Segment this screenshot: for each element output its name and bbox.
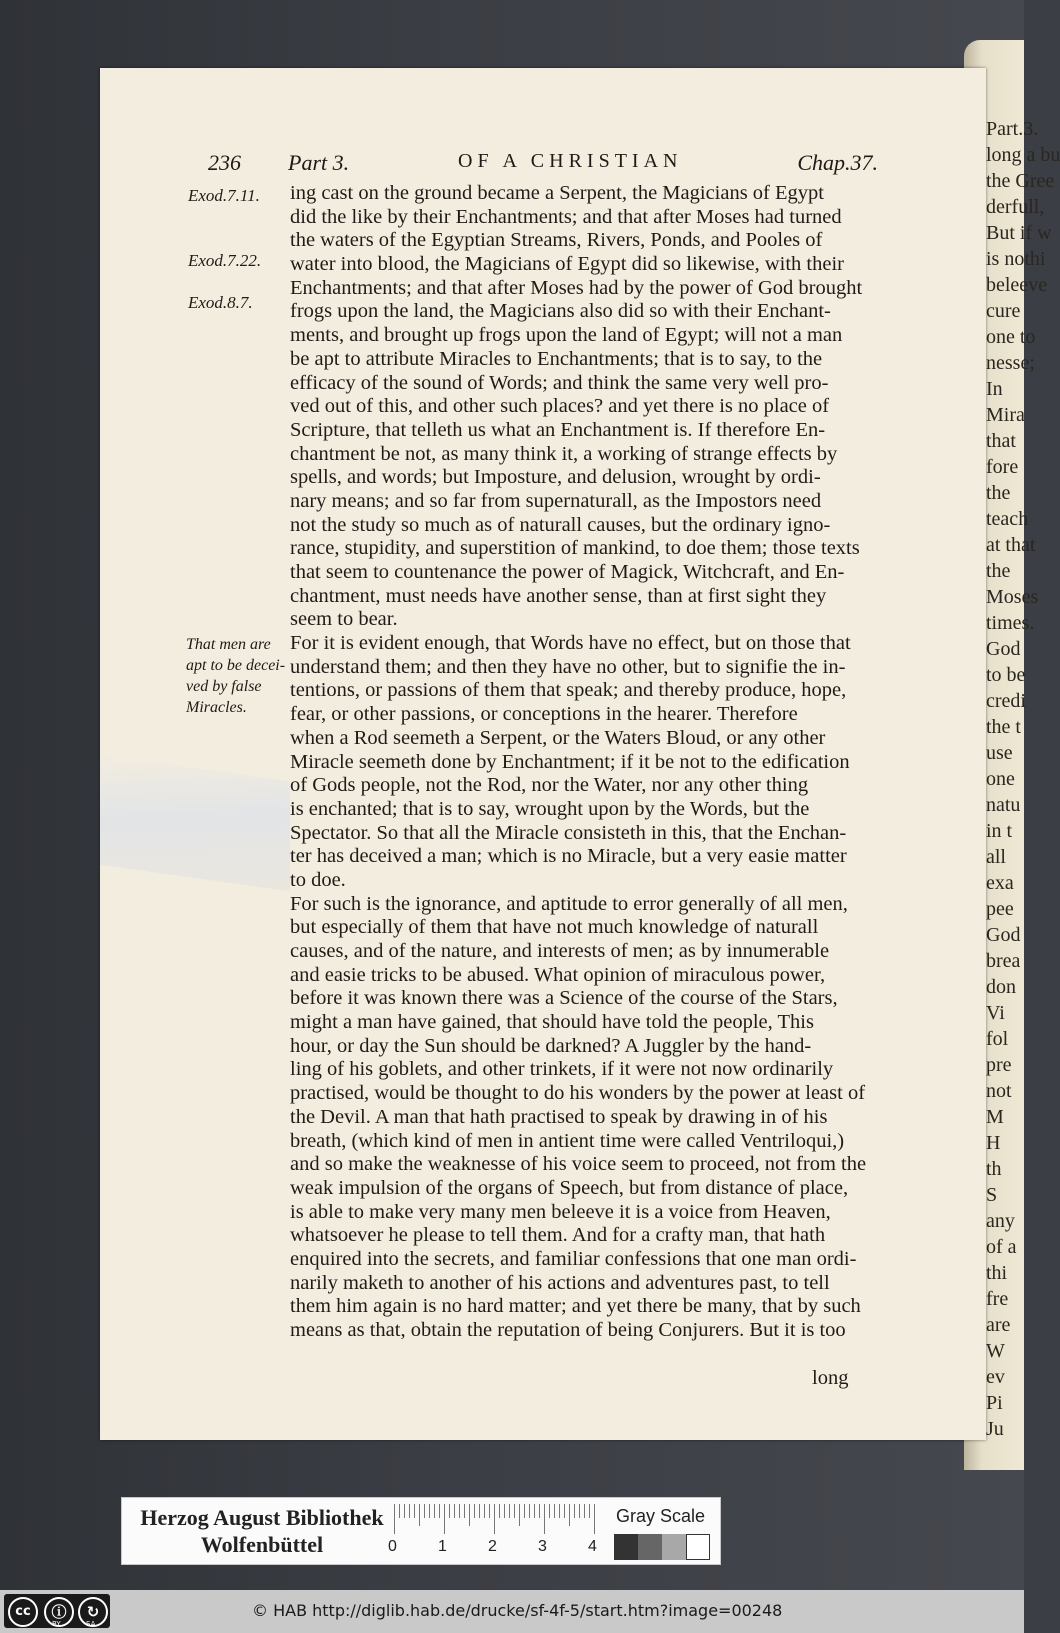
text-line: Miracle seemeth done by Enchantment; if it be not to the edification bbox=[290, 750, 850, 773]
ruler-tick bbox=[414, 1504, 415, 1518]
next-page-fragment: in t bbox=[986, 820, 1013, 842]
text-line: the waters of the Egyptian Streams, Rivers, Ponds, and Pooles of bbox=[290, 229, 823, 252]
ruler-tick bbox=[524, 1504, 525, 1518]
next-page-fragment: that bbox=[986, 430, 1016, 452]
text-line: For it is evident enough, that Words have no effect, but on those that bbox=[290, 632, 851, 655]
next-page-fragment: brea bbox=[986, 950, 1021, 972]
next-page-fragment: at that bbox=[986, 534, 1036, 556]
ruler-tick bbox=[404, 1504, 405, 1518]
margin-reference: Exod.8.7. bbox=[188, 293, 253, 312]
gray-swatch bbox=[614, 1534, 638, 1560]
text-line: For such is the ignorance, and aptitude to error generally of all men, bbox=[290, 892, 848, 915]
ruler-tick bbox=[494, 1504, 495, 1534]
text-line: ter has deceived a man; which is no Miracle, but a very easie matter bbox=[290, 845, 847, 868]
text-line: causes, and of the nature, and interests of men; as by innumerable bbox=[290, 940, 830, 962]
text-line: of Gods people, not the Rod, nor the Water, nor any other thing bbox=[290, 774, 809, 797]
ruler-tick bbox=[499, 1504, 500, 1518]
library-name bbox=[136, 1504, 388, 1558]
ruler-tick bbox=[419, 1504, 420, 1526]
ruler-tick bbox=[474, 1504, 475, 1518]
ruler-number: 0 bbox=[388, 1538, 397, 1555]
next-page-fragment: the Gree bbox=[986, 170, 1055, 192]
cc-license-badge[interactable] bbox=[4, 1594, 110, 1628]
side-note-line: apt to be decei- bbox=[186, 657, 286, 674]
next-page-fragment: all bbox=[986, 846, 1006, 868]
by-label: BY bbox=[52, 1620, 61, 1628]
running-header bbox=[208, 150, 878, 180]
ruler-tick bbox=[509, 1504, 510, 1518]
ruler-tick bbox=[519, 1504, 520, 1526]
gray-swatch bbox=[662, 1534, 686, 1560]
text-line: chantment, must needs have another sense, than at first sight they bbox=[290, 584, 827, 607]
ruler-tick bbox=[584, 1504, 585, 1518]
text-line: is enchanted; that is to say, wrought upon by the Words, but the bbox=[290, 797, 810, 820]
text-line: and easie tricks to be abused. What opinion of miraculous power, bbox=[290, 963, 826, 986]
next-page-fragment: natu bbox=[986, 794, 1021, 816]
next-page-fragment: God bbox=[986, 924, 1021, 946]
next-page-fragment: W bbox=[986, 1340, 1005, 1362]
ruler-tick bbox=[569, 1504, 570, 1526]
gray-swatch bbox=[686, 1534, 710, 1560]
next-page-fragment: cure bbox=[986, 300, 1021, 322]
text-line: seem to bear. bbox=[290, 608, 398, 631]
text-line: breath, (which kind of men in antient time were called Ventriloqui,) bbox=[290, 1129, 845, 1152]
ruler-tick bbox=[459, 1504, 460, 1518]
next-page-fragment: times. bbox=[986, 612, 1035, 634]
ruler-tick bbox=[549, 1504, 550, 1518]
next-page-fragment: M bbox=[986, 1106, 1004, 1128]
body-text bbox=[290, 182, 875, 1343]
side-note bbox=[186, 634, 285, 718]
next-page-fragment: of a bbox=[986, 1236, 1017, 1258]
part-label: Part 3. bbox=[288, 150, 350, 175]
next-page-fragment: Ju bbox=[986, 1418, 1004, 1440]
ruler-tick bbox=[444, 1504, 445, 1534]
next-page-fragment: thi bbox=[986, 1262, 1008, 1284]
next-page-fragment: credi bbox=[986, 690, 1026, 712]
text-line: enquired into the secrets, and familiar confessions that one man ordi- bbox=[290, 1247, 857, 1270]
ruler-tick bbox=[544, 1504, 545, 1534]
library-name-line2: Wolfenbüttel bbox=[200, 1532, 324, 1557]
text-line: Spectator. So that all the Miracle consisteth in this, that the Enchan- bbox=[290, 821, 847, 844]
ruler-tick bbox=[559, 1504, 560, 1518]
text-line: ing cast on the ground became a Serpent, the Magicians of Egypt bbox=[290, 182, 824, 204]
ruler-tick bbox=[399, 1504, 400, 1518]
ruler-tick bbox=[504, 1504, 505, 1518]
text-line: frogs upon the land, the Magicians also did so with their Enchant- bbox=[290, 300, 831, 323]
next-page-fragment: th bbox=[986, 1158, 1002, 1180]
next-page-fragment: Part.3. bbox=[986, 118, 1039, 140]
ruler-scale bbox=[394, 1502, 594, 1542]
margin-reference: Exod.7.22. bbox=[188, 251, 262, 270]
gray-swatch bbox=[638, 1534, 662, 1560]
text-line: rance, stupidity, and superstition of mankind, to doe them; those texts bbox=[290, 537, 860, 560]
next-page-fragment: beleeve bbox=[986, 274, 1048, 296]
text-line: spells, and words; but Imposture, and delusion, wrought by ordi- bbox=[290, 466, 821, 489]
ruler-tick bbox=[479, 1504, 480, 1518]
ruler-tick bbox=[469, 1504, 470, 1526]
next-page-fragment: exa bbox=[986, 872, 1014, 894]
next-page-fragment: fore bbox=[986, 456, 1019, 478]
ruler-tick bbox=[534, 1504, 535, 1518]
ruler-tick bbox=[409, 1504, 410, 1518]
ruler-tick bbox=[579, 1504, 580, 1518]
text-line: Scripture, that telleth us what an Enchantment is. If therefore En- bbox=[290, 418, 826, 441]
next-page-fragment: In bbox=[986, 378, 1003, 400]
gray-scale-label: Gray Scale bbox=[616, 1506, 706, 1526]
side-note-line: That men are bbox=[186, 636, 271, 653]
share-alike-icon: ↻ bbox=[78, 1597, 108, 1627]
side-note-line: Miracles. bbox=[186, 699, 247, 716]
text-line: hour, or day the Sun should be darkned? A Juggler by the hand- bbox=[290, 1034, 812, 1057]
text-line: them him again is no hard matter; and yet there be many, that by such bbox=[290, 1295, 861, 1318]
next-page-fragment: derfull, bbox=[986, 196, 1045, 218]
ruler-tick bbox=[454, 1504, 455, 1518]
chapter-label: Chap.37. bbox=[797, 150, 878, 175]
ruler-number: 3 bbox=[538, 1538, 547, 1555]
ruler-tick bbox=[449, 1504, 450, 1518]
next-page-fragment: Mira bbox=[986, 404, 1025, 426]
running-title: OF A CHRISTIAN bbox=[458, 150, 683, 172]
next-page-fragment: use bbox=[986, 742, 1013, 764]
next-page-fragment: the bbox=[986, 560, 1011, 582]
text-line: tentions, or passions of them that speak; and thereby produce, hope, bbox=[290, 679, 847, 702]
glass-reflection bbox=[100, 755, 290, 892]
text-line: when a Rod seemeth a Serpent, or the Waters Bloud, or any other bbox=[290, 726, 826, 749]
page-number: 236 bbox=[208, 150, 241, 175]
text-line: fear, or other passions, or conceptions in the hearer. Therefore bbox=[290, 703, 798, 726]
text-line: the Devil. A man that hath practised to speak by drawing in of his bbox=[290, 1105, 828, 1128]
text-line: but especially of them that have not much knowledge of naturall bbox=[290, 916, 819, 939]
text-line: is able to make very many men beleeve it is a voice from Heaven, bbox=[290, 1200, 831, 1223]
next-page-fragment: one to bbox=[986, 326, 1036, 348]
ruler-number: 2 bbox=[488, 1538, 497, 1555]
next-page-fragment: Pi bbox=[986, 1392, 1003, 1414]
ruler-tick bbox=[434, 1504, 435, 1518]
ruler-tick bbox=[489, 1504, 490, 1518]
ruler-tick bbox=[554, 1504, 555, 1518]
ruler-tick bbox=[589, 1504, 590, 1518]
ruler-tick bbox=[429, 1504, 430, 1518]
catchword: long bbox=[812, 1367, 849, 1389]
next-page-fragment: fol bbox=[986, 1028, 1009, 1050]
next-page-fragment: H bbox=[986, 1132, 1001, 1154]
next-page-fragment: the t bbox=[986, 716, 1021, 738]
ruler-number: 4 bbox=[588, 1538, 597, 1555]
text-line: that seem to countenance the power of Magick, Witchcraft, and En- bbox=[290, 561, 845, 583]
next-page-fragment: S bbox=[986, 1184, 998, 1206]
ruler-tick bbox=[394, 1504, 395, 1534]
text-line: did the like by their Enchantments; and that after Moses had turned bbox=[290, 205, 842, 228]
next-page-fragment: Vi bbox=[986, 1002, 1005, 1024]
text-line: might a man have gained, that should have told the people, This bbox=[290, 1011, 814, 1034]
text-line: ling of his goblets, and other trinkets, if it were not now ordinarily bbox=[290, 1058, 834, 1081]
next-page-fragment: one bbox=[986, 768, 1015, 790]
text-line: chantment be not, as many think it, a working of strange effects by bbox=[290, 442, 838, 465]
margin-reference: Exod.7.11. bbox=[188, 186, 260, 205]
next-page-fragment: nesse; bbox=[986, 352, 1035, 374]
ruler-tick bbox=[514, 1504, 515, 1518]
text-line: ved out of this, and other such places? and yet there is no place of bbox=[290, 395, 830, 418]
text-line: understand them; and then they have no other, but to signifie the in- bbox=[290, 655, 846, 678]
sa-label: SA bbox=[86, 1620, 96, 1628]
attribution-icon: ⓘ bbox=[44, 1597, 74, 1627]
text-line: Enchantments; and that after Moses had by the power of God brought bbox=[290, 276, 863, 299]
next-page-fragment: long a bu bbox=[986, 144, 1060, 166]
ruler-tick bbox=[539, 1504, 540, 1518]
library-logo-card bbox=[121, 1497, 721, 1565]
next-page-fragment: But if w bbox=[986, 222, 1052, 244]
next-page-fragment: ev bbox=[986, 1366, 1005, 1388]
text-line: before it was known there was a Science of the course of the Stars, bbox=[290, 987, 838, 1010]
text-line: water into blood, the Magicians of Egypt did so likewise, with their bbox=[290, 253, 844, 276]
text-line: practised, would be thought to do his wonders by the power at least of bbox=[290, 1082, 866, 1105]
next-page-fragment: teach bbox=[986, 508, 1029, 530]
library-name-line1: Herzog August Bibliothek bbox=[140, 1505, 384, 1530]
next-page-fragment: don bbox=[986, 976, 1016, 998]
next-page-fragment: pee bbox=[986, 898, 1014, 920]
next-page-fragment: are bbox=[986, 1314, 1011, 1336]
ruler-tick bbox=[594, 1504, 595, 1534]
ruler-tick bbox=[424, 1504, 425, 1518]
ruler-tick bbox=[529, 1504, 530, 1518]
text-line: to doe. bbox=[290, 868, 346, 891]
side-note-line: ved by false bbox=[186, 678, 262, 695]
text-line: means as that, obtain the reputation of being Conjurers. But it is too bbox=[290, 1319, 846, 1341]
next-page-fragment: pre bbox=[986, 1054, 1012, 1076]
text-line: narily maketh to another of his actions and adventures past, to tell bbox=[290, 1271, 830, 1294]
text-line: nary means; and so far from supernaturall, as the Impostors need bbox=[290, 489, 822, 512]
text-line: efficacy of the sound of Words; and think the same very well pro- bbox=[290, 371, 829, 394]
next-page-fragment: Moses bbox=[986, 586, 1039, 608]
text-line: weak impulsion of the organs of Speech, but from distance of place, bbox=[290, 1176, 849, 1199]
ruler-tick bbox=[574, 1504, 575, 1518]
text-line: and so make the weaknesse of his voice seem to proceed, not from the bbox=[290, 1153, 867, 1176]
next-page-fragment: any bbox=[986, 1210, 1015, 1232]
text-line: whatsoever he please to tell them. And for a crafty man, that hath bbox=[290, 1224, 826, 1247]
next-page-fragment: not bbox=[986, 1080, 1012, 1102]
text-line: ments, and brought up frogs upon the land of Egypt; will not a man bbox=[290, 324, 843, 347]
text-line: be apt to attribute Miracles to Enchantments; that is to say, to the bbox=[290, 347, 823, 370]
next-page-fragment: is nothi bbox=[986, 248, 1046, 270]
next-page-fragment: God bbox=[986, 638, 1021, 660]
ruler-tick bbox=[439, 1504, 440, 1518]
copyright-url[interactable]: © HAB http://diglib.hab.de/drucke/sf-4f-5/start.htm?image=00248 bbox=[252, 1601, 783, 1620]
ruler-number: 1 bbox=[438, 1538, 447, 1555]
next-page-fragment: the bbox=[986, 482, 1011, 504]
ruler-tick bbox=[464, 1504, 465, 1518]
next-page-fragment: to be bbox=[986, 664, 1026, 686]
text-line: not the study so much as of naturall causes, but the ordinary igno- bbox=[290, 513, 831, 536]
footer-bar bbox=[0, 1590, 1024, 1633]
cc-icon: cc bbox=[8, 1597, 38, 1627]
ruler-tick bbox=[484, 1504, 485, 1518]
ruler-tick bbox=[564, 1504, 565, 1518]
next-page-fragment: fre bbox=[986, 1288, 1009, 1310]
